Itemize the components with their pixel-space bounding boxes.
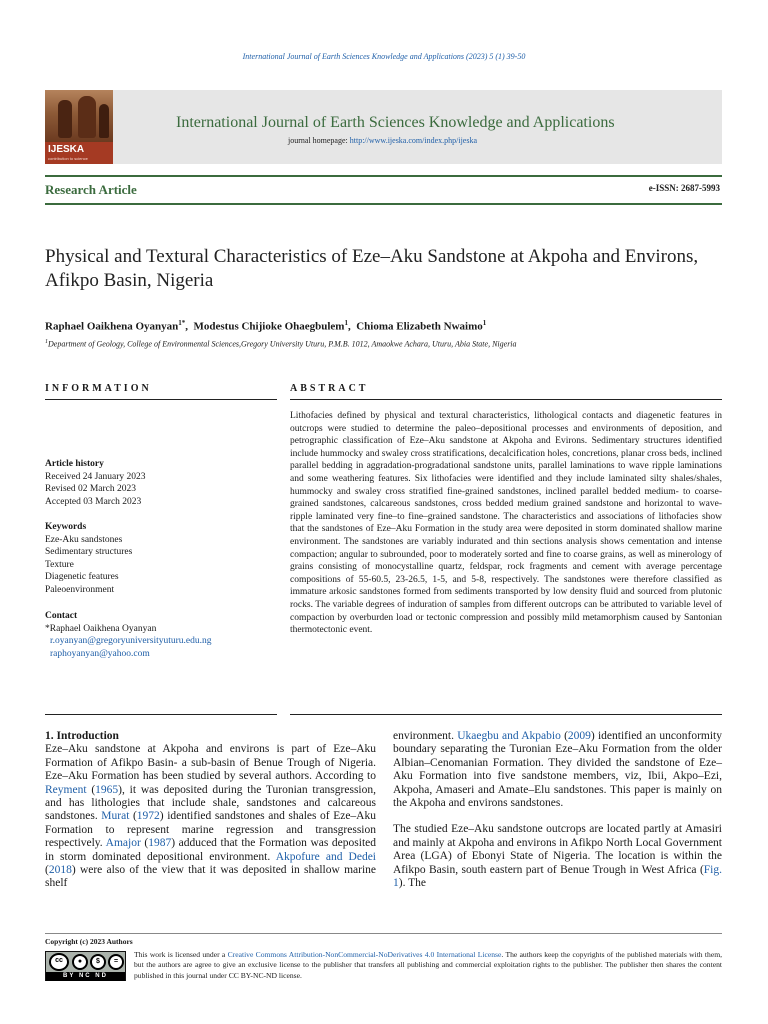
figure-link[interactable]: Fig. 1 bbox=[393, 863, 722, 890]
body-text: ) identified an unconformity boundary separating the Turonian Eze–Aku Formation from the older Albian–Cenomanian Formation. They divided the sandstone of Eze–Aku Formation into five sandstone members, viz, Ibii, Akpo–Ezi, Akpoha, Amaseri and Amate–Elu sandstones. This paper is mainly on the Akpoha and environs sandstones. bbox=[393, 730, 722, 810]
noderivatives-icon: = bbox=[108, 954, 124, 970]
author-affiliation-mark: 1 bbox=[344, 319, 348, 327]
keywords-label: Keywords bbox=[45, 522, 87, 532]
homepage-link[interactable]: http://www.ijeska.com/index.php/ijeska bbox=[349, 136, 478, 145]
keyword-item: Paleoenvironment bbox=[45, 584, 115, 595]
body-text: Eze–Aku sandstone at Akpoha and environs is part of Eze–Aku Formation of Afikpo Basin- a sub-basin of Benue Trough of Nigeria. Eze–Aku Formation has been studied by several authors. According to bbox=[45, 743, 376, 783]
logo-pot-shape bbox=[58, 100, 72, 138]
introduction-heading: 1. Introduction bbox=[45, 730, 119, 742]
body-text: ) adduced that the Formation was deposited in storm dominated depositional environment. bbox=[45, 837, 376, 863]
attribution-icon: ● bbox=[72, 954, 88, 970]
logo-tagline: contribution to science bbox=[48, 156, 88, 161]
citation-link[interactable]: Murat bbox=[101, 810, 130, 823]
body-text: ( bbox=[86, 783, 96, 796]
body-text: ). The bbox=[398, 877, 427, 890]
citation-link[interactable]: Ukaegbu and Akpabio bbox=[457, 730, 561, 742]
logo-name: IJESKA bbox=[48, 144, 85, 155]
intro-left-column bbox=[45, 730, 376, 891]
body-text: ( bbox=[129, 810, 137, 823]
cc-license-badge[interactable] bbox=[45, 951, 126, 981]
keywords bbox=[45, 521, 132, 597]
footer-divider bbox=[45, 933, 722, 934]
citation-link[interactable]: 1987 bbox=[148, 837, 172, 850]
intro-paragraph bbox=[393, 730, 722, 810]
copyright-notice: Copyright (c) 2023 Authors bbox=[45, 937, 133, 946]
intro-right-column bbox=[393, 730, 722, 890]
noncommercial-icon: $ bbox=[90, 954, 106, 970]
citation-link[interactable]: Reyment bbox=[45, 783, 87, 796]
license-text bbox=[134, 950, 722, 981]
body-text: ( bbox=[140, 837, 149, 850]
citation-link[interactable]: Amajor bbox=[105, 837, 141, 850]
article-history-label: Article history bbox=[45, 459, 104, 469]
information-heading: INFORMATION bbox=[45, 383, 152, 394]
citation-link[interactable]: 2009 bbox=[567, 730, 591, 742]
cc-icon: cc bbox=[49, 953, 69, 971]
intro-paragraph bbox=[393, 823, 722, 890]
accepted-date: Accepted 03 March 2023 bbox=[45, 496, 142, 507]
keyword-item: Eze-Aku sandstones bbox=[45, 534, 123, 545]
journal-logo[interactable] bbox=[45, 90, 113, 164]
contact-name: *Raphael Oaikhena Oyanyan bbox=[45, 623, 157, 634]
citation-link[interactable]: Akpofure and Dedei bbox=[275, 850, 376, 863]
body-text: ) were also of the view that it was deposited in shallow marine shelf bbox=[45, 864, 376, 890]
abstract-heading: ABSTRACT bbox=[290, 383, 369, 394]
author-list: Raphael Oaikhena Oyanyan$^{1*}$, Modestus Chijioke Ohaegbulem$^1$, Chioma Elizabeth Nwaimo$^1$ bbox=[45, 319, 487, 333]
information-rule bbox=[45, 399, 277, 400]
citation-link[interactable]: 1965 bbox=[95, 783, 119, 796]
abstract-bottom-rule bbox=[290, 714, 722, 715]
logo-pot-shape bbox=[99, 104, 109, 138]
abstract-rule bbox=[290, 399, 722, 400]
body-text: environment. bbox=[393, 730, 458, 742]
header-divider bbox=[45, 203, 722, 205]
body-text: . The authors keep the copyrights of the published materials with them, but the authors are agree to give an exclusive license to the publisher that transfers all publishing and commercial exploitation rights to the publisher. The publisher then shares the content published in this journal under CC BY-NC-ND license. bbox=[134, 950, 722, 980]
eissn: e-ISSN: 2687-5993 bbox=[648, 183, 720, 193]
information-bottom-rule bbox=[45, 714, 277, 715]
journal-title: International Journal of Earth Sciences Knowledge and Applications bbox=[176, 114, 615, 131]
body-text: ( bbox=[45, 864, 49, 877]
body-text: The studied Eze–Aku sandstone outcrops are located partly at Amasiri and mainly at Akpoha and environs in Afikpo North Local Government Area (LGA) of Ebonyi State of Nigeria. The location is within the Afikpo Basin, south eastern part of Benue Trough in West Africa ( bbox=[393, 823, 722, 876]
journal-header-banner bbox=[45, 90, 722, 164]
keyword-item: Sedimentary structures bbox=[45, 547, 133, 558]
body-text: ), it was deposited during the Turonian transgression, and has lithologies that include shale, sandstones and calcareous sandstones. bbox=[45, 783, 376, 823]
author-name: Modestus Chijioke Ohaegbulem bbox=[193, 320, 345, 333]
article-history bbox=[45, 458, 146, 508]
affiliation-mark: 1 bbox=[45, 339, 48, 345]
article-type: Research Article bbox=[45, 182, 137, 197]
homepage-label: journal homepage: bbox=[288, 136, 350, 145]
author-name: Chioma Elizabeth Nwaimo bbox=[356, 320, 483, 333]
contact-label: Contact bbox=[45, 611, 78, 621]
citation-link[interactable]: 1972 bbox=[136, 810, 160, 823]
journal-citation: International Journal of Earth Sciences Knowledge and Applications (2023) 5 (1) 39-50 bbox=[242, 52, 526, 61]
logo-pot-shape bbox=[78, 96, 96, 138]
author-affiliation-mark: 1* bbox=[178, 319, 186, 327]
author-affiliation-mark: 1 bbox=[482, 319, 487, 327]
keyword-item: Texture bbox=[45, 559, 74, 570]
author-name: Raphael Oaikhena Oyanyan bbox=[45, 320, 179, 333]
paragraph-gap bbox=[393, 810, 722, 823]
contact bbox=[45, 610, 212, 660]
body-text: ( bbox=[560, 730, 568, 742]
header-divider bbox=[45, 175, 722, 177]
abstract-text: Lithofacies defined by physical and textural characteristics, lithological contacts and diagenetic features in outcrops were studied to determine the paleo–depositional processes and environments of deposition, and petrographic classification of Eze–Aku sandstone at Akpoha and Evirons. Sedimentary structures identified include hummocky and swaley cross stratifications, decalcification holes, concretions, planar cross beds, inclined parallel bedding in aggradation-progradational sandstone units, parallel laminations to wave ripple laminations and some weathering features. Six lithofacies were identified and they include laminated silty shales/shales, hummocky and swaley cross stratified fine-grained sandstones, inclined parallel bedded medium- to coarse-grained sandstones, calcareous sandstones, cross bedded medium grained sandstone and horizontal to wave-ripple laminated very fine–to fine–grained sandstone. The characteristics and associations of lithofacies show that the sandstones of Eze–Aku Formation in the study area were deposited in storm dominated shallow marine environment. The sandstones are variably indurated and thin sections analysis shows cementation and intense compaction; angular to subrounded, poor to moderately sorted and fine to coarse grains, as well as minerology of grains consisting of monocystalline quartz, feldspar, rock fragments and cement with average percentage compositions of 55-60.5, 23-26.5, 1-5, and 5-8, respectively. The sandstones were therefore classified as immature arkosic sandstones formed from sediments transported by low density fluid and sourced from plutonic rocks. The variable degrees of induration of samples from different outcrops can be attributed to variable level of compaction by overburden load or tectonic compression and possibly mild metamorphism caused by Santonian thermotectonic event. bbox=[290, 411, 722, 636]
contact-email-link[interactable]: raphoyanyan@yahoo.com bbox=[50, 648, 150, 659]
citation-link[interactable]: 2018 bbox=[48, 864, 72, 877]
affiliation bbox=[45, 339, 725, 349]
affiliation-text: Department of Geology, College of Environmental Sciences,Gregory University Uturu, P.M.B. 1012, Amaokwe Achara, Uturu, Abia State, Nigeria bbox=[48, 339, 517, 349]
keyword-item: Diagenetic features bbox=[45, 572, 119, 583]
journal-homepage bbox=[288, 136, 477, 145]
contact-email-link[interactable]: r.oyanyan@gregoryuniversityuturu.edu.ng bbox=[50, 636, 212, 647]
cc-badge-label: BY NC ND bbox=[46, 972, 125, 981]
received-date: Received 24 January 2023 bbox=[45, 471, 146, 482]
license-link[interactable]: Creative Commons Attribution-NonCommercial-NoDerivatives 4.0 International License bbox=[227, 950, 502, 959]
revised-date: Revised 02 March 2023 bbox=[45, 484, 137, 495]
paper-title: Physical and Textural Characteristics of Eze–Aku Sandstone at Akpoha and Environs, Afikpo Basin, Nigeria bbox=[45, 246, 699, 291]
body-text: This work is licensed under a bbox=[134, 950, 228, 959]
body-text: ) identified sandstones and shales of Eze–Aku Formation to represent marine regression and transgression respectively. bbox=[45, 810, 376, 850]
intro-paragraph bbox=[45, 743, 376, 890]
